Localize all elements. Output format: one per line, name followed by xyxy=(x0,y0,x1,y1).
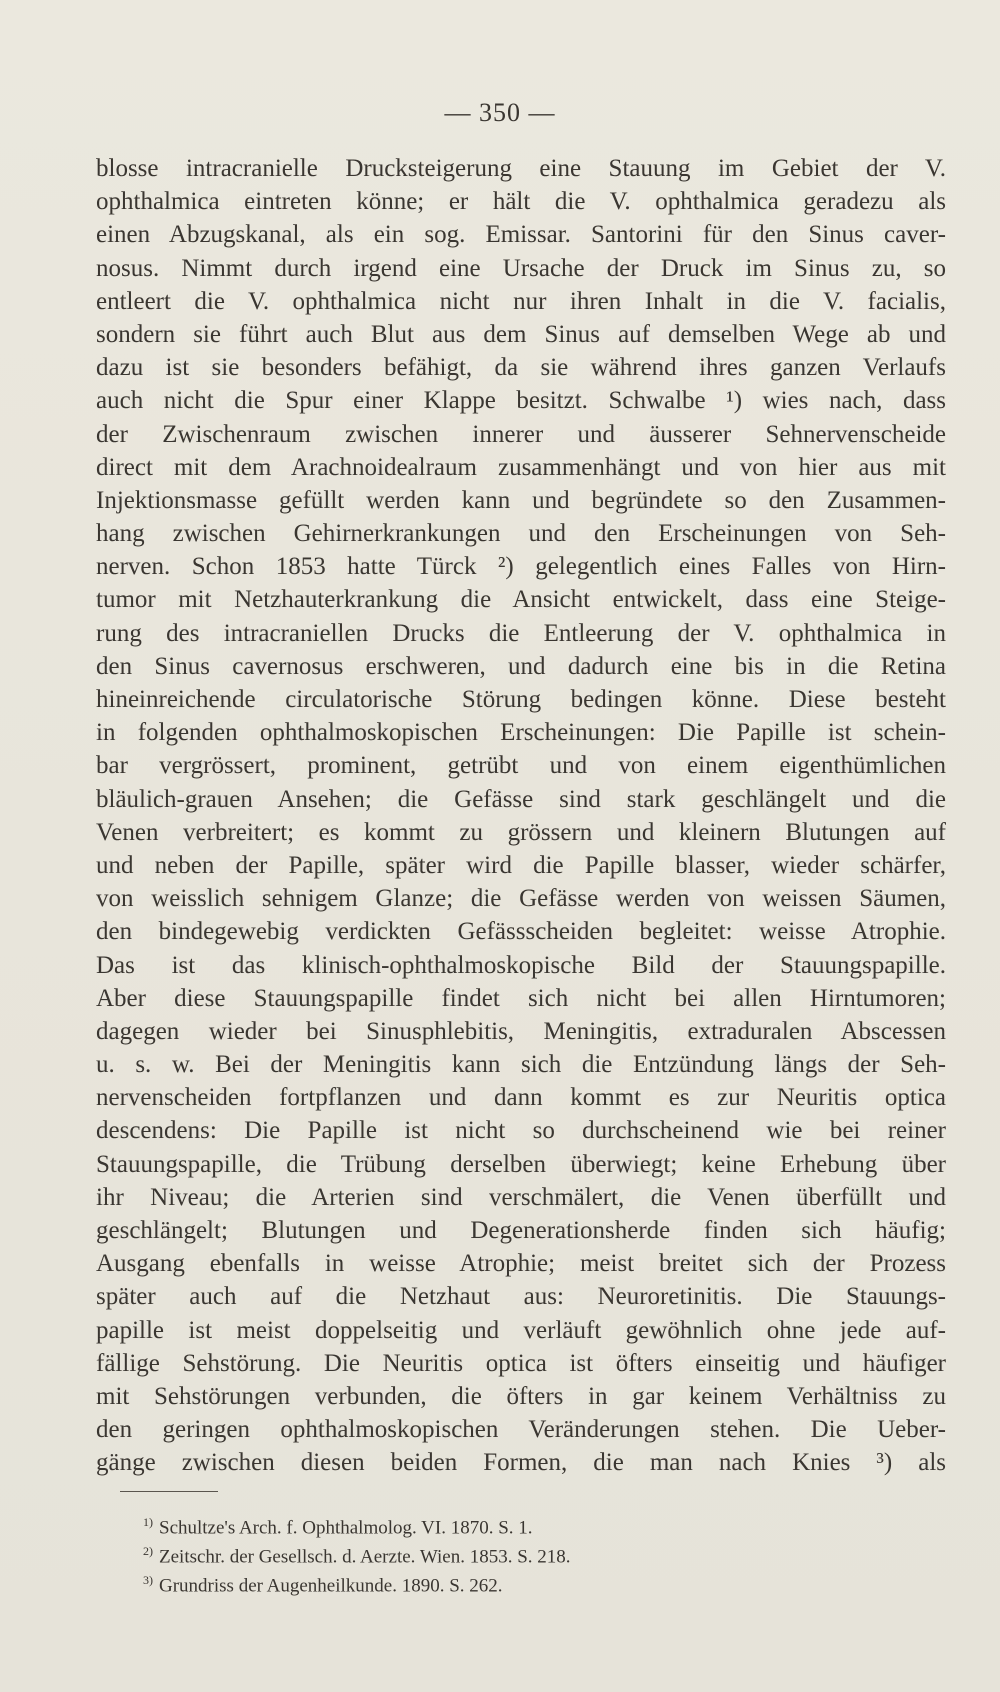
text-line: u. s. w. Bei der Meningitis kann sich die Entzündung längs der Seh- xyxy=(96,1051,946,1079)
footnote-mark: 1) xyxy=(143,1515,153,1529)
footnote xyxy=(143,1508,843,1537)
footnote xyxy=(143,1566,843,1595)
text-line: ophthalmica eintreten könne; er hält die V. ophthalmica geradezu als xyxy=(96,188,946,216)
text-line: bar vergrössert, prominent, getrübt und von einem eigenthümlichen xyxy=(96,752,946,780)
text-line: papille ist meist doppelseitig und verläuft gewöhnlich ohne jede auf- xyxy=(96,1316,946,1344)
text-line: Stauungspapille, die Trübung derselben überwiegt; keine Erhebung über xyxy=(96,1150,946,1178)
text-line: Injektionsmasse gefüllt werden kann und begründete so den Zusammen- xyxy=(96,486,946,514)
text-line: hang zwischen Gehirnerkrankungen und den Erscheinungen von Seh- xyxy=(96,520,946,548)
text-line: den Sinus cavernosus erschweren, und dadurch eine bis in die Retina xyxy=(96,652,946,680)
text-line: dagegen wieder bei Sinusphlebitis, Meningitis, extraduralen Abscessen xyxy=(96,1017,946,1045)
text-line: geschlängelt; Blutungen und Degenerationsherde finden sich häufig; xyxy=(96,1217,946,1244)
footnote-text: Grundriss der Augenheilkunde. 1890. S. 262. xyxy=(159,1575,503,1597)
text-line: Aber diese Stauungspapille findet sich nicht bei allen Hirntumoren; xyxy=(96,984,946,1012)
text-line: entleert die V. ophthalmica nicht nur ihren Inhalt in die V. facialis, xyxy=(96,287,946,315)
text-line: einen Abzugskanal, als ein sog. Emissar. Santorini für den Sinus caver- xyxy=(96,221,946,249)
footnote xyxy=(143,1537,843,1566)
text-line: der Zwischenraum zwischen innerer und äusserer Sehnervenscheide xyxy=(96,420,946,448)
text-line: den bindegewebig verdickten Gefässscheiden begleitet: weisse Atrophie. xyxy=(96,918,946,946)
text-line: blosse intracranielle Drucksteigerung eine Stauung im Gebiet der V. xyxy=(96,155,946,182)
footnote-separator xyxy=(120,1491,218,1492)
text-line: ihr Niveau; die Arterien sind verschmälert, die Venen überfüllt und xyxy=(96,1183,946,1211)
text-line: hineinreichende circulatorische Störung bedingen könne. Diese besteht xyxy=(96,686,946,713)
text-line: und neben der Papille, später wird die Papille blasser, wieder schärfer, xyxy=(96,851,946,879)
text-line: fällige Sehstörung. Die Neuritis optica ist öfters einseitig und häufiger xyxy=(96,1349,946,1377)
text-line: rung des intracraniellen Drucks die Entleerung der V. ophthalmica in xyxy=(96,619,946,647)
text-line: gänge zwischen diesen beiden Formen, die man nach Knies ³) als xyxy=(96,1449,946,1477)
text-line: mit Sehstörungen verbunden, die öfters in gar keinem Verhältniss zu xyxy=(96,1382,946,1410)
text-line: nosus. Nimmt durch irgend eine Ursache der Druck im Sinus zu, so xyxy=(96,254,946,282)
text-line: tumor mit Netzhauterkrankung die Ansicht entwickelt, dass eine Steige- xyxy=(96,586,946,614)
text-line: Das ist das klinisch-ophthalmoskopische Bild der Stauungspapille. xyxy=(96,951,946,979)
text-line: sondern sie führt auch Blut aus dem Sinus auf demselben Wege ab und xyxy=(96,320,946,348)
footnote-text: Zeitschr. der Gesellsch. d. Aerzte. Wien. 1853. S. 218. xyxy=(159,1546,571,1568)
footnote-mark: 3) xyxy=(143,1573,153,1587)
text-line: dazu ist sie besonders befähigt, da sie während ihres ganzen Verlaufs xyxy=(96,354,946,382)
text-line: bläulich-grauen Ansehen; die Gefässe sind stark geschlängelt und die xyxy=(96,785,946,813)
text-line: Venen verbreitert; es kommt zu grössern und kleinern Blutungen auf xyxy=(96,818,946,846)
text-line: den geringen ophthalmoskopischen Veränderungen stehen. Die Ueber- xyxy=(96,1416,946,1444)
text-line: von weisslich sehnigem Glanze; die Gefässe werden von weissen Säumen, xyxy=(96,885,946,913)
footnotes xyxy=(143,1508,843,1595)
text-line: direct mit dem Arachnoidealraum zusammenhängt und von hier aus mit xyxy=(96,453,946,481)
text-line: auch nicht die Spur einer Klappe besitzt. Schwalbe ¹) wies nach, dass xyxy=(96,387,946,415)
text-line: descendens: Die Papille ist nicht so durchscheinend wie bei reiner xyxy=(96,1117,946,1145)
text-line: nerven. Schon 1853 hatte Türck ²) gelegentlich eines Falles von Hirn- xyxy=(96,553,946,581)
footnote-text: Schultze's Arch. f. Ophthalmolog. VI. 1870. S. 1. xyxy=(159,1517,533,1539)
text-line: in folgenden ophthalmoskopischen Erscheinungen: Die Papille ist schein- xyxy=(96,719,946,747)
text-line: Ausgang ebenfalls in weisse Atrophie; meist breitet sich der Prozess xyxy=(96,1250,946,1278)
text-line: später auch auf die Netzhaut aus: Neuroretinitis. Die Stauungs- xyxy=(96,1283,946,1311)
footnote-mark: 2) xyxy=(143,1544,153,1558)
text-line: nervenscheiden fortpflanzen und dann kommt es zur Neuritis optica xyxy=(96,1084,946,1112)
body-text xyxy=(96,152,946,1480)
page-number: — 350 — xyxy=(444,98,556,127)
